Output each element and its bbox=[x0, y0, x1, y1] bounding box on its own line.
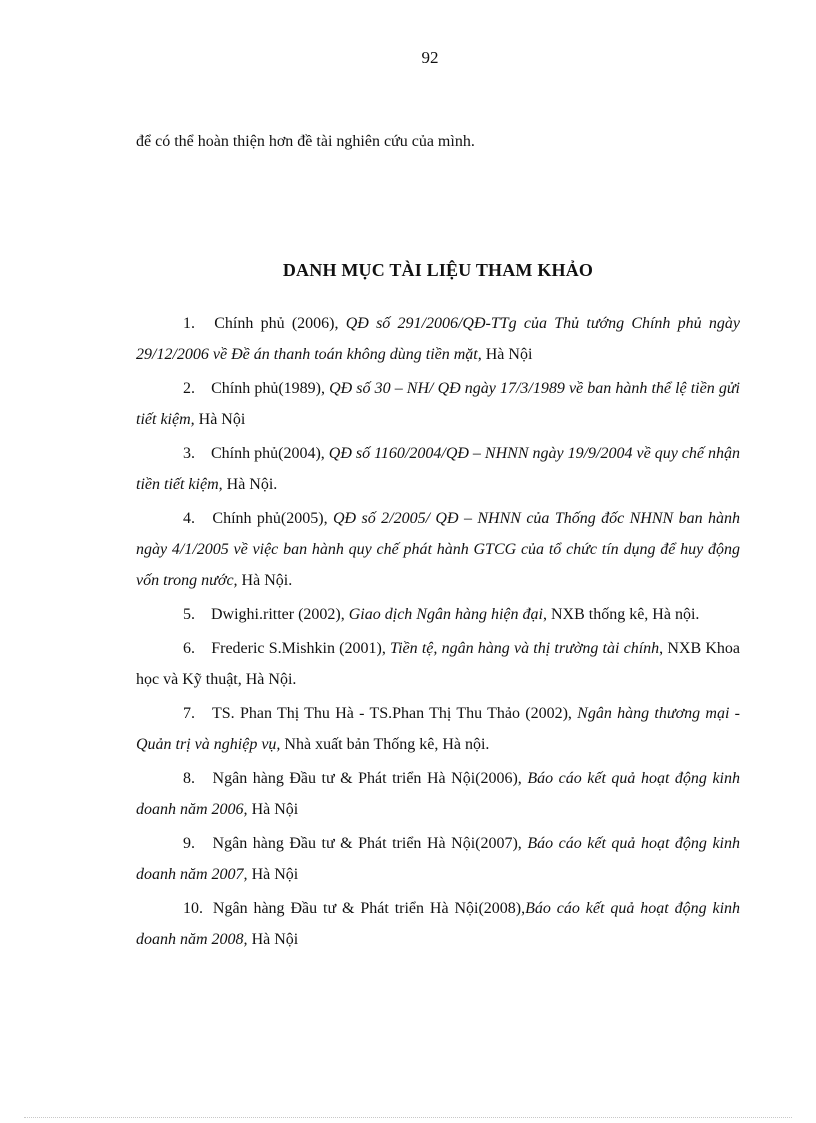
reference-number: 9. bbox=[183, 835, 195, 852]
reference-number: 2. bbox=[183, 380, 195, 397]
reference-number: 3. bbox=[183, 445, 195, 462]
reference-item bbox=[136, 828, 740, 890]
reference-item bbox=[136, 438, 740, 500]
reference-suffix: Hà Nội. bbox=[237, 572, 293, 589]
reference-suffix: Hà Nội bbox=[481, 346, 533, 363]
reference-title: QĐ số 1160/2004/QĐ – NHNN ngày 19/9/2004 về quy chế nhận tiền tiết kiệm, bbox=[136, 445, 740, 493]
reference-title: QĐ số 30 – NH/ QĐ ngày 17/3/1989 về ban hành thể lệ tiền gửi tiết kiệm, bbox=[136, 380, 740, 428]
page-bottom-rule bbox=[24, 1117, 792, 1118]
reference-item bbox=[136, 599, 740, 630]
reference-prefix: Dwighi.ritter (2002), bbox=[211, 606, 349, 623]
reference-number: 4. bbox=[183, 510, 195, 527]
reference-prefix: Chính phủ(2005), bbox=[212, 510, 333, 527]
reference-title: Báo cáo kết quả hoạt động kinh doanh năm 2008, bbox=[136, 900, 741, 948]
reference-number: 10. bbox=[183, 900, 203, 917]
intro-text: để có thể hoàn thiện hơn đề tài nghiên cứu của mình. bbox=[136, 133, 475, 150]
page-number: 92 bbox=[421, 48, 439, 67]
reference-title: Báo cáo kết quả hoạt động kinh doanh năm 2006, bbox=[136, 770, 741, 818]
reference-prefix: Chính phủ(1989), bbox=[211, 380, 330, 397]
reference-item bbox=[136, 308, 740, 370]
reference-suffix: Nhà xuất bản Thống kê, Hà nội. bbox=[280, 736, 490, 753]
reference-title: QĐ số 2/2005/ QĐ – NHNN của Thống đốc NHNN ban hành ngày 4/1/2005 về việc ban hành quy chế phát hành GTCG của tổ chức tín dụng để huy động vốn trong nước, bbox=[136, 510, 741, 589]
reference-prefix: Frederic S.Mishkin (2001), bbox=[211, 640, 391, 657]
reference-number: 5. bbox=[183, 606, 195, 623]
reference-prefix: TS. Phan Thị Thu Hà - TS.Phan Thị Thu Thảo (2002), bbox=[212, 705, 578, 722]
reference-item bbox=[136, 373, 740, 435]
reference-list bbox=[136, 308, 740, 958]
reference-prefix: Ngân hàng Đầu tư & Phát triển Hà Nội(2006), bbox=[212, 770, 528, 787]
reference-number: 8. bbox=[183, 770, 195, 787]
reference-prefix: Chính phủ (2006), bbox=[214, 315, 346, 332]
reference-item bbox=[136, 698, 740, 760]
page-title: DANH MỤC TÀI LIỆU THAM KHẢO bbox=[282, 260, 594, 280]
reference-title: Tiền tệ, ngân hàng và thị trường tài chính bbox=[390, 640, 660, 657]
reference-suffix: Hà Nội. bbox=[222, 476, 278, 493]
reference-number: 1. bbox=[183, 315, 195, 332]
reference-item bbox=[136, 503, 740, 596]
reference-suffix: , NXB thống kê, Hà nội. bbox=[542, 606, 700, 623]
reference-title: Giao dịch Ngân hàng hiện đại bbox=[348, 606, 543, 623]
reference-title: Báo cáo kết quả hoạt động kinh doanh năm 2007, bbox=[136, 835, 741, 883]
reference-item bbox=[136, 633, 740, 695]
reference-title: QĐ số 291/2006/QĐ-TTg của Thủ tướng Chính phủ ngày 29/12/2006 về Đề án thanh toán không dùng tiền mặt, bbox=[136, 315, 741, 363]
reference-suffix: Hà Nội bbox=[247, 931, 299, 948]
reference-suffix: Hà Nội bbox=[194, 411, 246, 428]
reference-suffix: Hà Nội bbox=[247, 866, 299, 883]
reference-number: 6. bbox=[183, 640, 195, 657]
reference-number: 7. bbox=[183, 705, 195, 722]
reference-suffix: , NXB Khoa học và Kỹ thuật, Hà Nội. bbox=[136, 640, 741, 688]
reference-prefix: Chính phủ(2004), bbox=[211, 445, 329, 462]
reference-prefix: Ngân hàng Đầu tư & Phát triển Hà Nội(2008), bbox=[212, 900, 526, 917]
reference-prefix: Ngân hàng Đầu tư & Phát triển Hà Nội(2007), bbox=[212, 835, 528, 852]
reference-title: Ngân hàng thương mại - Quản trị và nghiệp vụ, bbox=[136, 705, 740, 753]
reference-suffix: Hà Nội bbox=[247, 801, 299, 818]
reference-item bbox=[136, 763, 740, 825]
reference-item bbox=[136, 893, 740, 955]
